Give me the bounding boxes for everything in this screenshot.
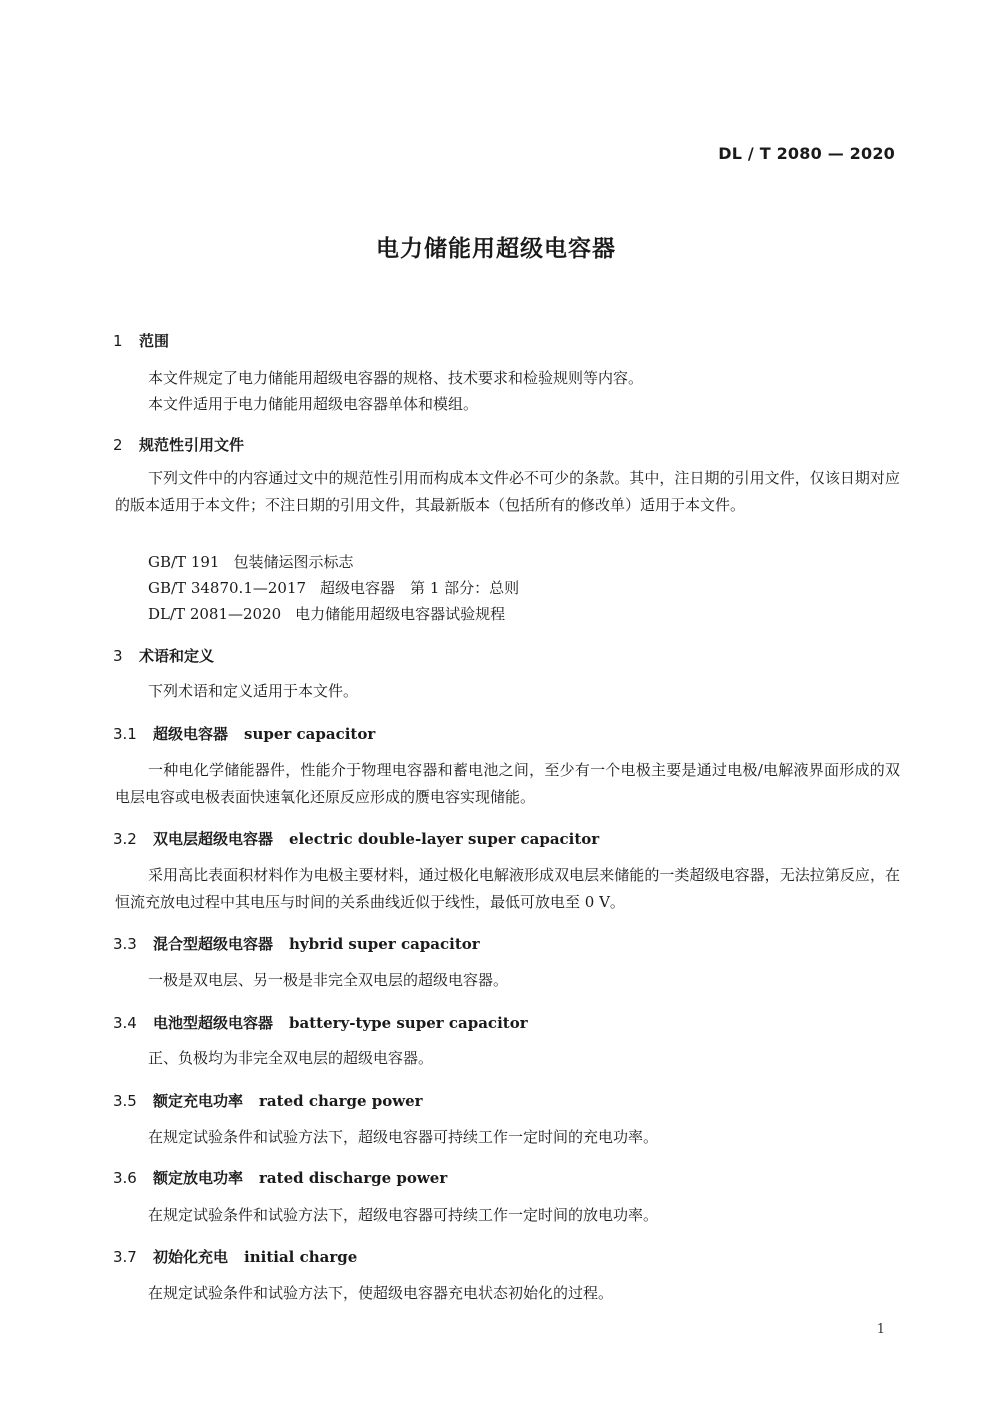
term-cn: 混合型超级电容器 — [153, 935, 274, 953]
section-2-heading — [113, 434, 244, 455]
term-en: hybrid super capacitor — [289, 935, 480, 953]
section-1-para-2: 本文件适用于电力储能用超级电容器单体和模组。 — [148, 395, 479, 413]
term-cn: 电池型超级电容器 — [153, 1014, 274, 1032]
reference-title: 超级电容器 第 1 部分：总则 — [320, 579, 520, 597]
term-definition: 在规定试验条件和试验方法下，超级电容器可持续工作一定时间的充电功率。 — [148, 1128, 659, 1146]
term-en: rated discharge power — [259, 1169, 448, 1187]
term-number: 3.6 — [113, 1169, 137, 1187]
reference-code: GB/T 191 — [148, 553, 220, 571]
term-definition: 在规定试验条件和试验方法下，超级电容器可持续工作一定时间的放电功率。 — [148, 1206, 659, 1224]
term-number: 3.1 — [113, 725, 137, 743]
standard-code: DL / T 2080 — 2020 — [718, 144, 895, 163]
term-cn: 额定放电功率 — [153, 1169, 244, 1187]
reference-item — [148, 603, 505, 624]
term-cn: 超级电容器 — [153, 725, 229, 743]
term-heading — [113, 1090, 423, 1111]
section-3-intro: 下列术语和定义适用于本文件。 — [148, 682, 359, 700]
reference-title: 电力储能用超级电容器试验规程 — [295, 605, 506, 623]
term-number: 3.2 — [113, 830, 137, 848]
reference-title: 包装储运图示标志 — [233, 553, 354, 571]
term-heading — [113, 723, 375, 744]
term-en: rated charge power — [259, 1092, 423, 1110]
page-number: 1 — [876, 1322, 885, 1337]
term-definition: 一极是双电层、另一极是非完全双电层的超级电容器。 — [148, 971, 509, 989]
section-number: 1 — [113, 332, 123, 350]
term-cn: 双电层超级电容器 — [153, 830, 274, 848]
term-definition: 正、负极均为非完全双电层的超级电容器。 — [148, 1049, 434, 1067]
term-definition: 采用高比表面积材料作为电极主要材料，通过极化电解液形成双电层来储能的一类超级电容器，无法拉第反应，在恒流充放电过程中其电压与时间的关系曲线近似于线性，最低可放电至 0 V。 — [115, 866, 900, 911]
section-title: 术语和定义 — [139, 647, 215, 665]
term-en: initial charge — [244, 1248, 358, 1266]
term-en: super capacitor — [244, 725, 376, 743]
term-definition: 一种电化学储能器件，性能介于物理电容器和蓄电池之间，至少有一个电极主要是通过电极/电解液界面形成的双电层电容或电极表面快速氧化还原反应形成的赝电容实现储能。 — [115, 761, 900, 806]
reference-code: GB/T 34870.1—2017 — [148, 579, 307, 597]
reference-code: DL/T 2081—2020 — [148, 605, 282, 623]
section-3-heading — [113, 645, 214, 666]
reference-item — [148, 577, 519, 598]
term-cn: 初始化充电 — [153, 1248, 229, 1266]
reference-item — [148, 551, 353, 572]
term-heading — [113, 933, 480, 954]
term-definition: 在规定试验条件和试验方法下，使超级电容器充电状态初始化的过程。 — [148, 1284, 614, 1302]
term-heading — [113, 1012, 528, 1033]
document-title: 电力储能用超级电容器 — [376, 236, 616, 262]
term-number: 3.3 — [113, 935, 137, 953]
section-number: 2 — [113, 436, 123, 454]
term-en: battery-type super capacitor — [289, 1014, 528, 1032]
section-title: 范围 — [139, 332, 170, 350]
term-en: electric double-layer super capacitor — [289, 830, 600, 848]
term-cn: 额定充电功率 — [153, 1092, 244, 1110]
section-title: 规范性引用文件 — [139, 436, 245, 454]
section-2-intro: 下列文件中的内容通过文中的规范性引用而构成本文件必不可少的条款。其中，注日期的引用文件，仅该日期对应的版本适用于本文件；不注日期的引用文件，其最新版本（包括所有的修改单）适用于本文件。 — [115, 469, 900, 514]
term-number: 3.5 — [113, 1092, 137, 1110]
term-number: 3.4 — [113, 1014, 137, 1032]
section-1-para-1: 本文件规定了电力储能用超级电容器的规格、技术要求和检验规则等内容。 — [148, 369, 644, 387]
term-heading — [113, 1246, 357, 1267]
section-1-heading — [113, 330, 169, 351]
term-heading — [113, 1167, 447, 1188]
term-number: 3.7 — [113, 1248, 137, 1266]
term-heading — [113, 828, 599, 849]
section-number: 3 — [113, 647, 123, 665]
